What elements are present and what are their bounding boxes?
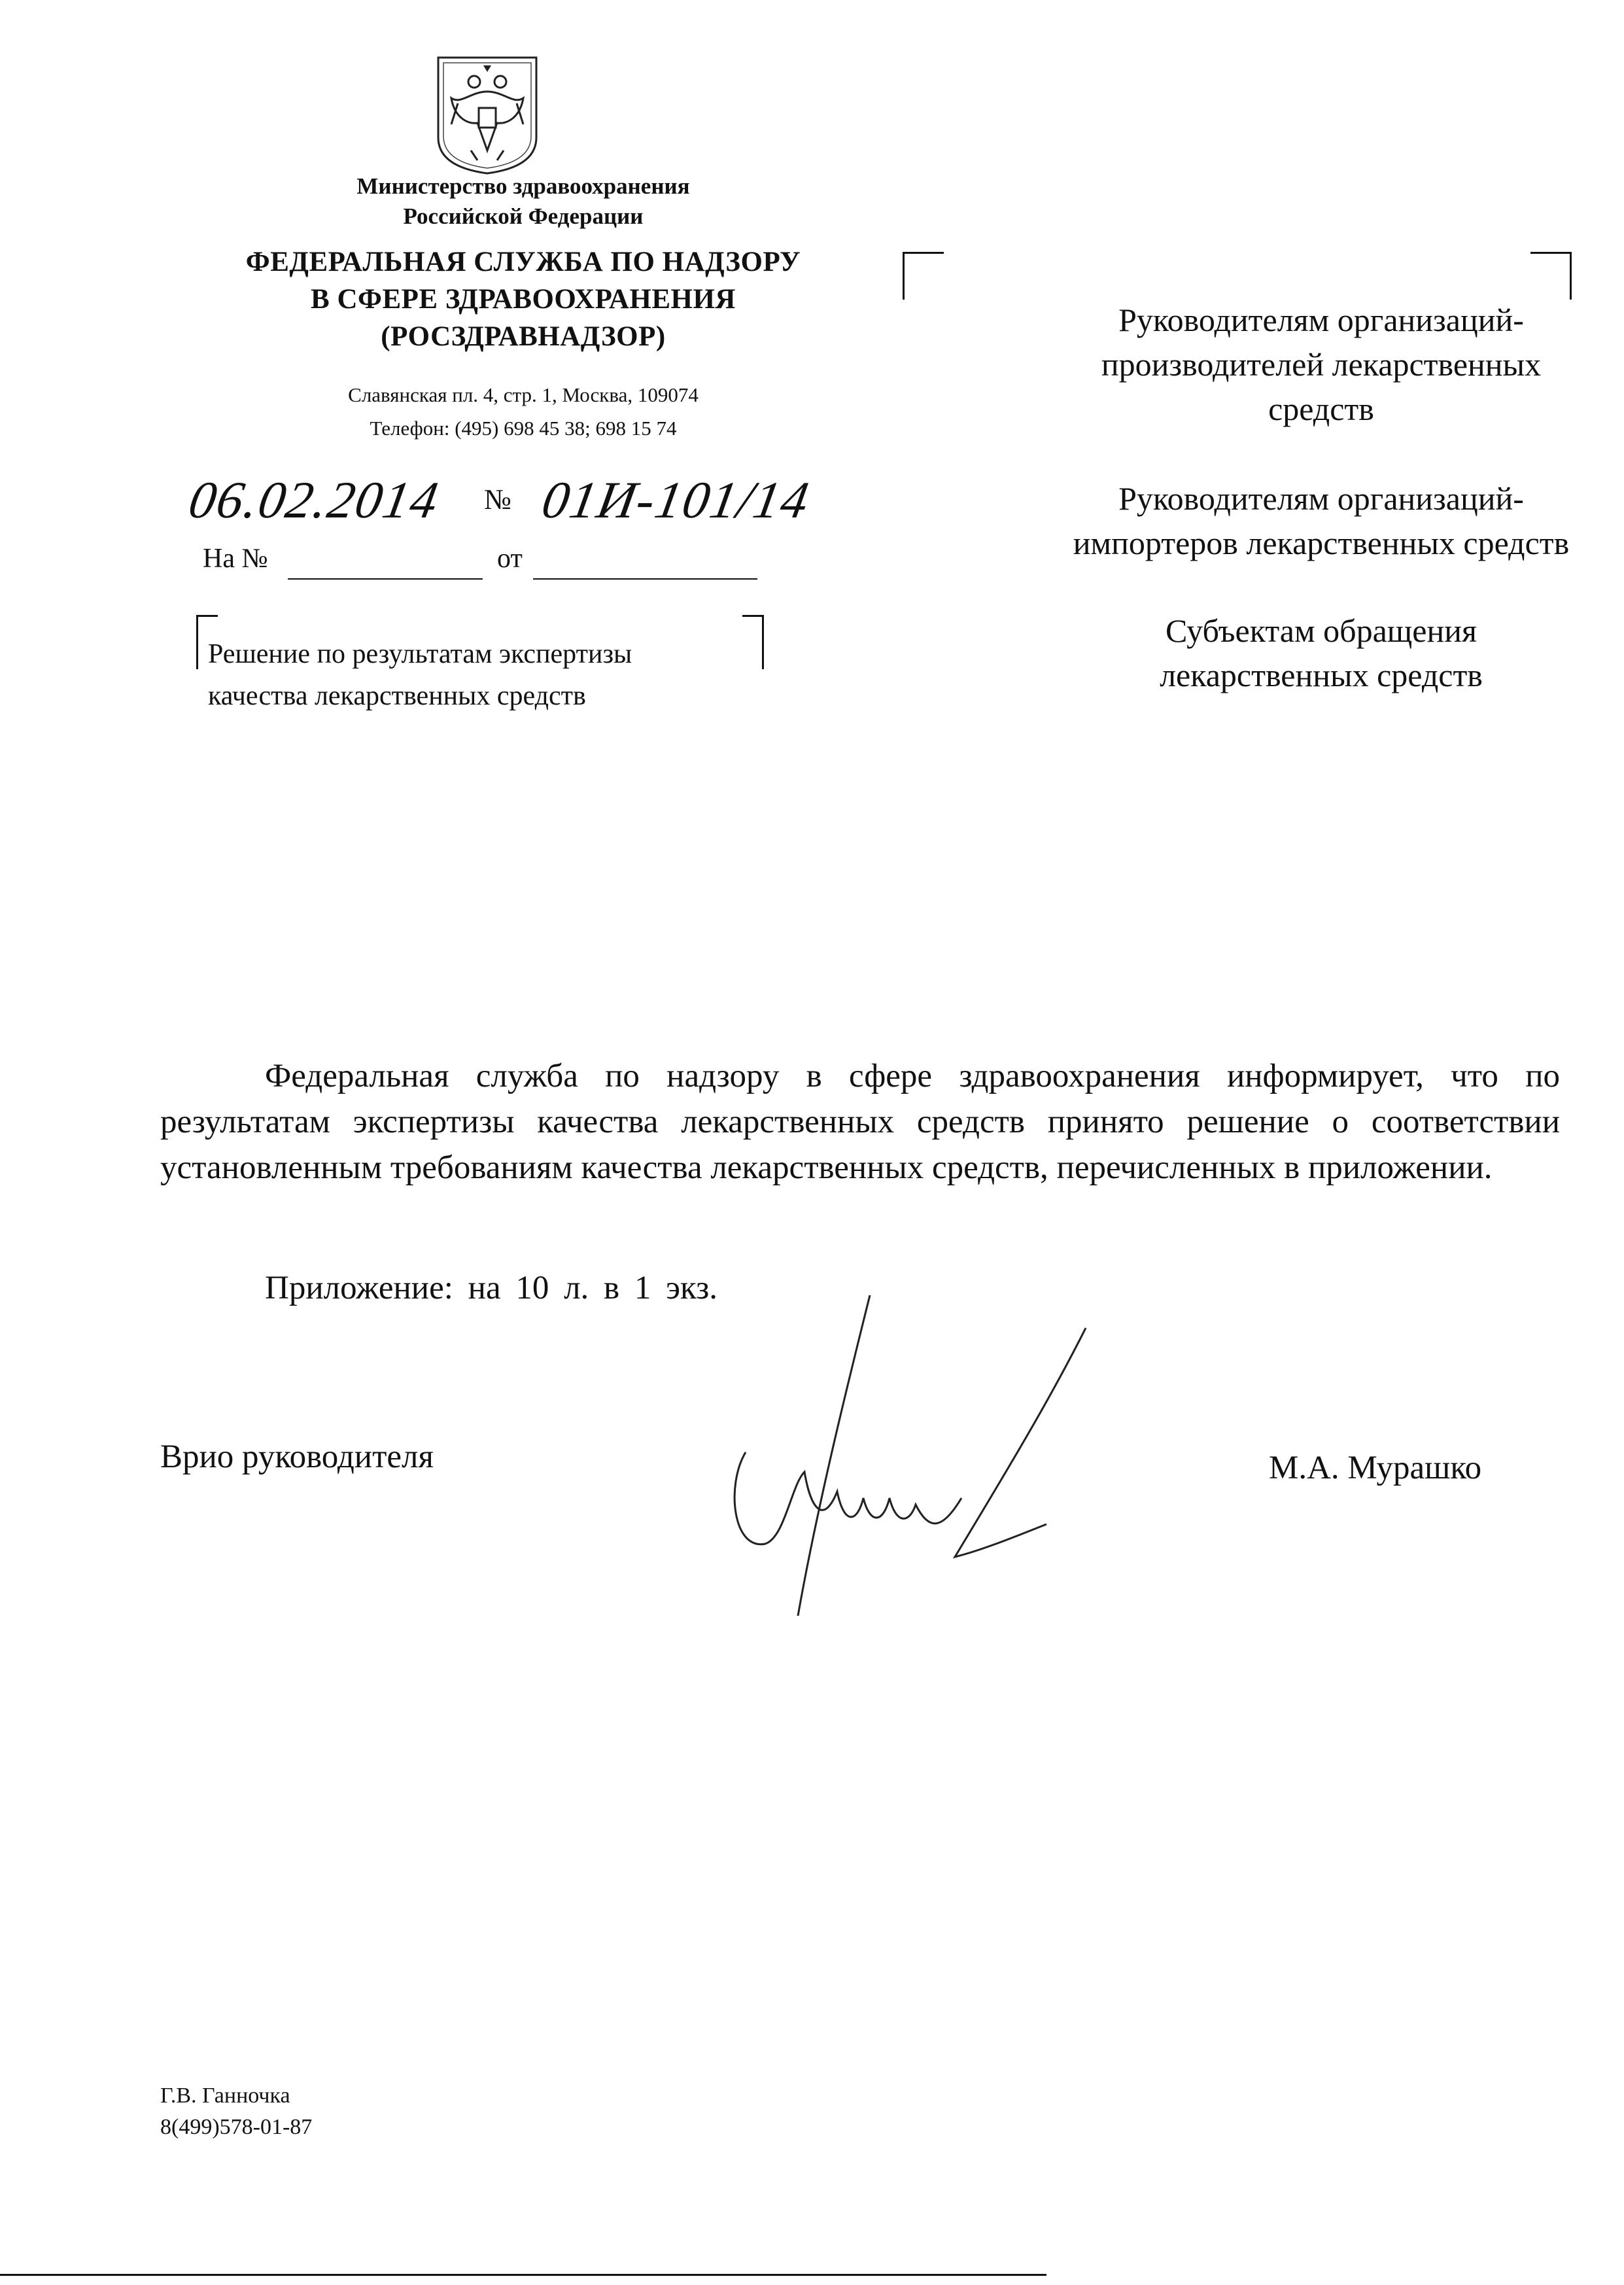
addressee-corner-right	[1530, 252, 1572, 300]
reference-date-label: от	[497, 544, 523, 574]
coat-of-arms-icon	[432, 52, 543, 175]
service-address: Славянская пл. 4, стр. 1, Москва, 109074 Телефон: (495) 698 45 38; 698 15 74	[348, 383, 699, 440]
service-name: ФЕДЕРАЛЬНАЯ СЛУЖБА ПО НАДЗОРУ В СФЕРЕ ЗДРАВООХРАНЕНИЯ (РОСЗДРАВНАДЗОР)	[245, 247, 801, 352]
reference-number-line	[288, 578, 483, 580]
handwritten-signature	[719, 1276, 1112, 1635]
registration-date: 06.02.2014	[184, 472, 443, 529]
number-sign: №	[484, 483, 511, 515]
signer-name: М.А. Мурашко	[1269, 1450, 1482, 1486]
signer-position: Врио руководителя	[160, 1439, 434, 1475]
recipient-importers: Руководителям организаций- импортеров лекарственных средств	[1073, 480, 1570, 561]
recipient-manufacturers: Руководителям организаций- производителей лекарственных средств	[1101, 302, 1542, 427]
letter-subject: Решение по результатам экспертизы качества лекарственных средств	[208, 639, 632, 711]
ministry-name: Министерство здравоохранения Российской Федерации	[356, 173, 690, 229]
reference-number-label: На №	[203, 544, 268, 574]
recipient-subjects: Субъектам обращения лекарственных средств	[1160, 612, 1483, 693]
executor-info: Г.В. Ганночка 8(499)578-01-87	[160, 2084, 313, 2139]
subject-corner-right	[742, 615, 764, 669]
page-divider	[0, 2274, 1046, 2276]
letter-body: Федеральная служба по надзору в сфере здравоохранения информирует, что по результатам экспертизы качества лекарственных средств принято решение о соответствии установленным требованиям качества лекарственных средств, перечисленных в приложении.	[160, 1058, 1560, 1186]
reference-date-line	[533, 578, 757, 580]
registration-number: 01И-101/14	[538, 472, 814, 529]
addressee-corner-left	[903, 252, 944, 300]
appendix-note: Приложение: на 10 л. в 1 экз.	[265, 1270, 717, 1306]
